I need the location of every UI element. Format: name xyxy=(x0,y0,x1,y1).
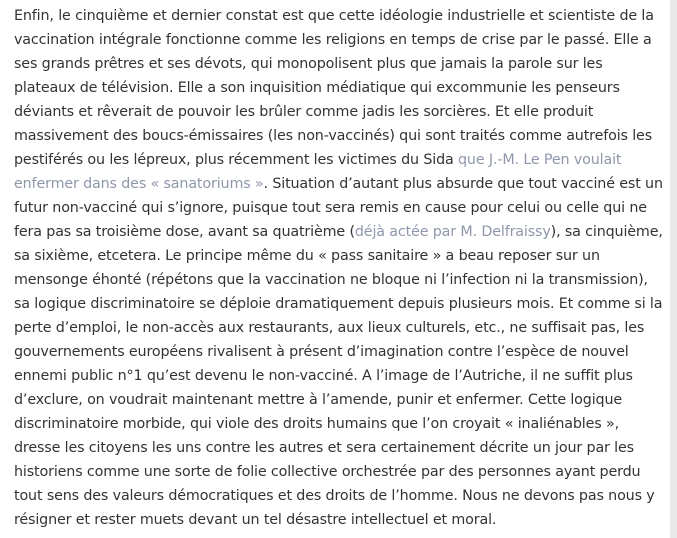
paragraph-text-part-1: Enfin, le cinquième et dernier constat est que cette idéologie industrielle et scientiste de la vaccination intégrale fonctionne comme les religions en temps de crise par le passé. Elle a ses grands prêtres et ses dévots, qui monopolisent plus que jamais la parole sur les plateaux de télévision. Elle a son inquisition médiatique qui excommunie les penseurs déviants et rêverait de pouvoir les brûler comme jadis les sorcières. Et elle produit massivement des boucs-émissaires (les non-vaccinés) qui sont traités comme autrefois les pestiférés ou les lépreux, plus récemment les victimes du Sida xyxy=(14,8,654,168)
article-paragraph xyxy=(14,4,664,532)
link-delfraissy[interactable]: déjà actée par M. Delfraissy xyxy=(354,224,551,240)
paragraph-text-part-3: ), sa cinquième, sa sixième, etcetera. Le principe même du « pass sanitaire » a beau reposer sur un mensonge éhonté (répétons que la vaccination ne bloque ni l’infection ni la transmission), sa logique discriminatoire se déploie dramatiquement depuis plusieurs mois. Et comme si la perte d’emploi, le non-accès aux restaurants, aux lieux culturels, etc., ne suffisait pas, les gouvernements européens rivalisent à présent d’imagination contre l’espèce de nouvel ennemi public n°1 qu’est devenu le non-vacciné. A l’image de l’Autriche, il ne suffit plus d’exclure, on voudrait maintenant mettre à l’amende, punir et enfermer. Cette logique discriminatoire morbide, qui viole des droits humains que l’on croyait « inaliénables », dresse les citoyens les uns contre les autres et sera certainement décrite un jour par les historiens comme une sorte de folie collective orchestrée par des personnes ayant perdu tout sens des valeurs démocratiques et des droits de l’homme. Nous ne devons pas nous y résigner et rester muets devant un tel désastre intellectuel et moral. xyxy=(14,224,663,528)
paragraph-text-part-2: . Situation d’autant plus absurde que tout vacciné est un futur non-vacciné qui s’ignore, puisque tout sera remis en cause pour celui ou celle qui ne fera pas sa troisième dose, avant sa quatrième ( xyxy=(14,176,663,240)
link-sanatoriums[interactable]: que J.-M. Le Pen voulait enfermer dans des « sanatoriums » xyxy=(14,152,622,192)
